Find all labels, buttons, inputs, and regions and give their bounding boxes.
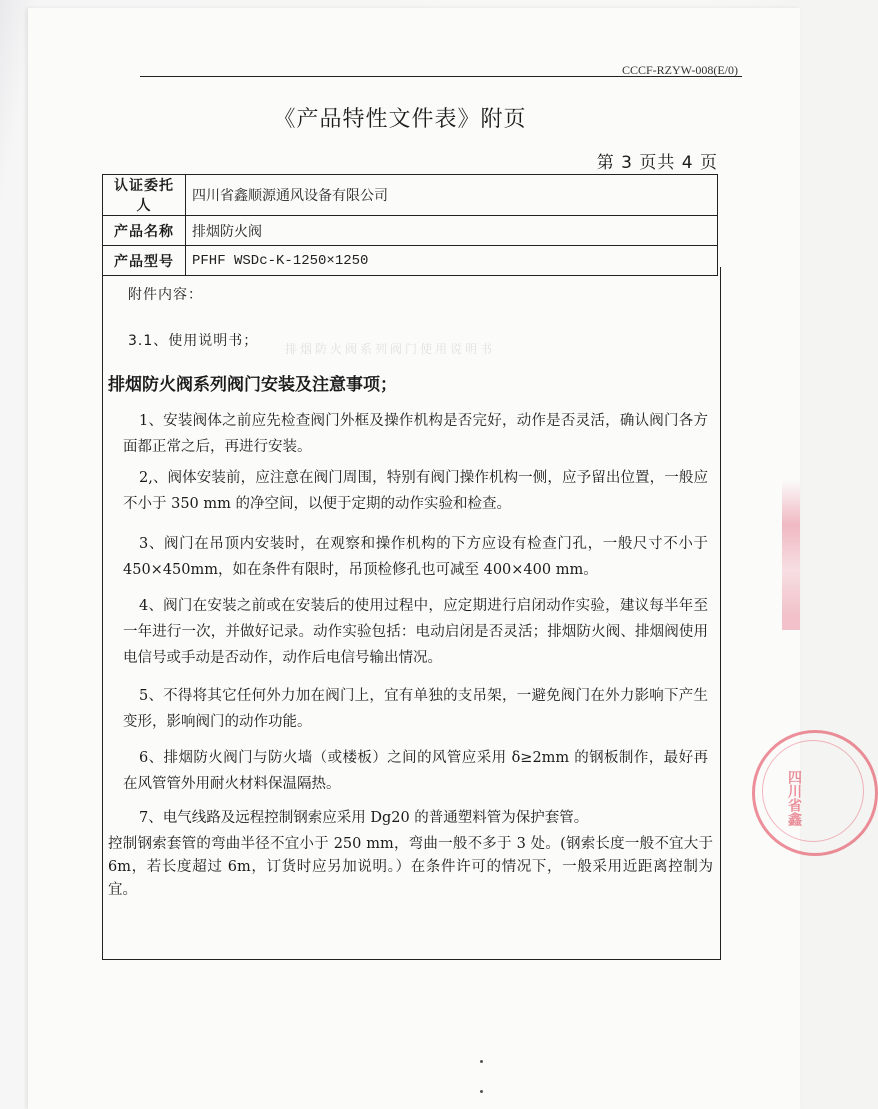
product-name-label: 产品名称 [103, 216, 186, 246]
company-seal-text: 四川省鑫 [786, 770, 802, 826]
instruction-paragraph-1: 1、安装阀体之前应先检查阀门外框及操作机构是否完好，动作是否灵活，确认阀门各方面都正常之后，再进行安装。 [123, 413, 708, 455]
document-title: 《产品特性文件表》附页 [273, 107, 527, 132]
applicant-value: 四川省鑫顺源通风设备有限公司 [186, 175, 718, 216]
instruction-paragraph-4: 4、阀门在安装之前或在安装后的使用过程中，应定期进行启闭动作实验，建议每半年至一年进行一次，并做好记录。动作实验包括：电动启闭是否灵活；排烟防火阀、排烟阀使用电信号或手动是否动作，动作后电信号输出情况。 [123, 598, 708, 666]
instruction-paragraph-5: 5、不得将其它任何外力加在阀门上，宜有单独的支吊架，一避免阀门在外力影响下产生变形，影响阀门的动作功能。 [123, 688, 708, 730]
info-table [102, 174, 718, 276]
seal-edge-marks [782, 480, 800, 630]
product-model-value: PFHF WSDc-K-1250×1250 [186, 246, 718, 276]
control-cable-note: 控制钢索套管的弯曲半径不宜小于 250 mm，弯曲一般不多于 3 处。(钢索长度一般不宜大于 6m，若长度超过 6m，订货时应另加说明。）在条件许可的情况下，一般采用近距离控制为宜。 [108, 836, 713, 898]
table-row [103, 175, 718, 216]
punch-mark [480, 1090, 483, 1093]
header-rule [140, 76, 742, 77]
section-heading: 排烟防火阀系列阀门安装及注意事项； [108, 375, 397, 395]
page-number: 第 3 页共 4 页 [596, 153, 718, 173]
punch-mark [480, 1060, 483, 1063]
applicant-label: 认证委托人 [103, 175, 186, 216]
instruction-paragraph-7: 7、电气线路及远程控制钢索应采用 Dg20 的普通塑料管为保护套管。 [139, 810, 589, 826]
product-name-value: 排烟防火阀 [186, 216, 718, 246]
product-model-label: 产品型号 [103, 246, 186, 276]
table-row [103, 216, 718, 246]
instruction-paragraph-3: 3、阀门在吊顶内安装时，在观察和操作机构的下方应设有检查门孔，一般尺寸不小于 450×450mm，如在条件有限时，吊顶检修孔也可减至 400×400 mm。 [123, 536, 708, 578]
bleed-through-text: 排烟防火阀系列阀门使用说明书 [285, 342, 496, 356]
manual-title: 3.1、使用说明书； [128, 333, 259, 349]
instruction-paragraph-6: 6、排烟防火阀门与防火墙（或楼板）之间的风管应采用 δ≥2mm 的钢板制作，最好再在风管管外用耐火材料保温隔热。 [123, 750, 708, 792]
form-code: CCCF-RZYW-008(E/0) [622, 63, 738, 77]
instruction-paragraph-2: 2,、阀体安装前，应注意在阀门周围，特别有阀门操作机构一侧，应予留出位置，一般应不小于 350 mm 的净空间，以便于定期的动作实验和检查。 [123, 470, 708, 512]
attachment-title: 附件内容： [128, 287, 203, 303]
